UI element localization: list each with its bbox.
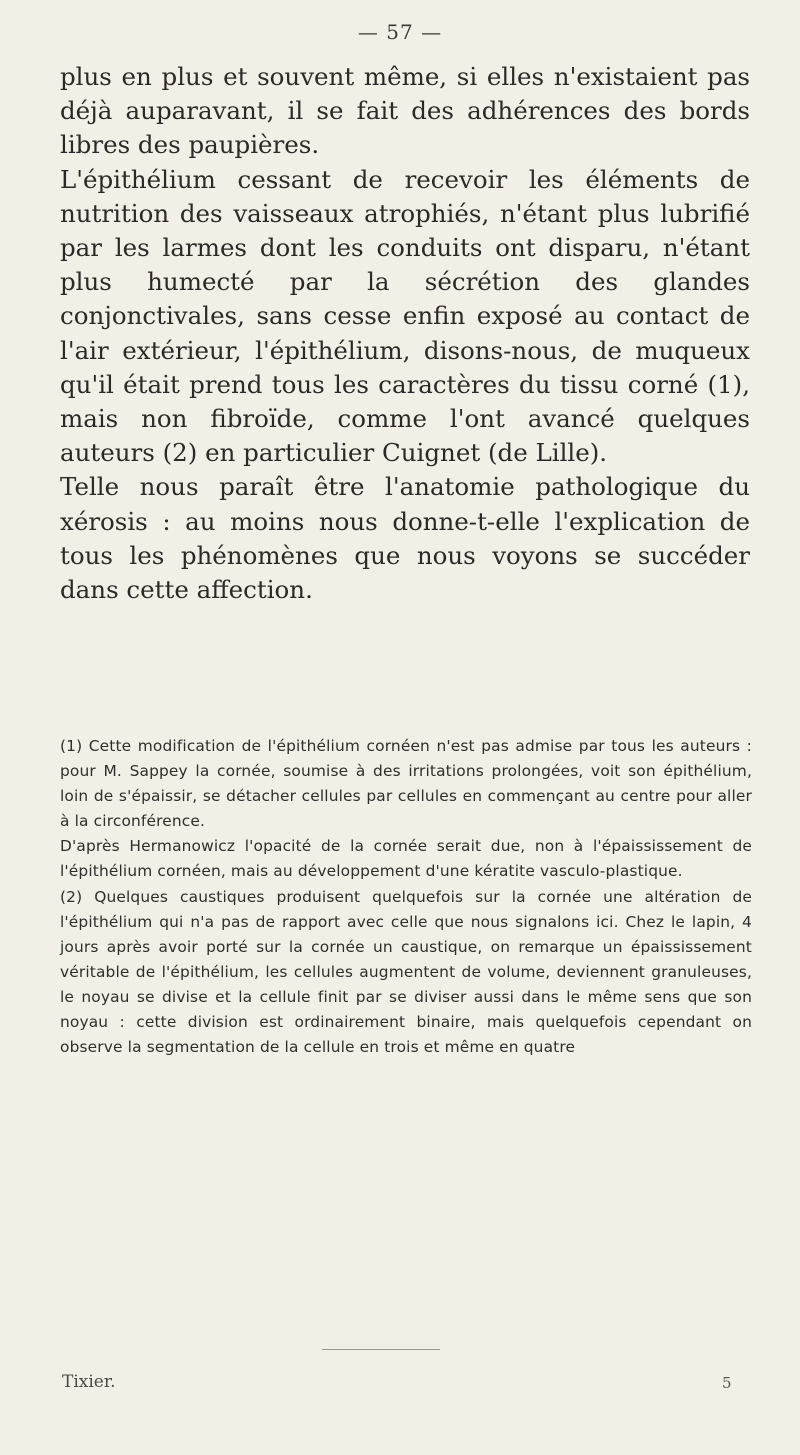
sheet-number: 5 xyxy=(722,1374,732,1392)
footnote-end-rule xyxy=(322,1349,440,1350)
paragraph-epithelium: L'épithélium cessant de recevoir les éléments de nutrition des vaisseaux atrophiés, n'étant plus lubrifié par les larmes dont les conduits ont disparu, n'étant plus humecté par la sécrétion des glandes conjonctivales, sans cesse enfin exposé au contact de l'air extérieur, l'épithélium, disons-nous, de muqueux qu'il était prend tous les caractères du tissu corné (1), mais non fibroïde, comme l'ont avancé quelques auteurs (2) en particulier Cuignet (de Lille). xyxy=(60,164,750,468)
paragraph-conclusion: Telle nous paraît être l'anatomie pathologique du xérosis : au moins nous donne-t-elle l'explication de tous les phénomènes que nous voyons se succéder dans cette affection. xyxy=(60,472,750,605)
footnotes xyxy=(60,734,752,1060)
paragraph-continuation: plus en plus et souvent même, si elles n'existaient pas déjà auparavant, il se fait des adhérences des bords libres des paupières. xyxy=(60,62,750,160)
main-text xyxy=(60,60,750,607)
printer-signature: Tixier. xyxy=(62,1372,116,1392)
footnote-2: (2) Quelques caustiques produisent quelquefois sur la cornée une altération de l'épithélium qui n'a pas de rapport avec celle que nous signalons ici. Chez le lapin, 4 jours après avoir porté sur la cornée un caustique, on remarque un épaississement véritable de l'épithélium, les cellules augmentent de volume, deviennent granuleuses, le noyau se divise et la cellule finit par se diviser aussi dans le même sens que son noyau : cette division est ordinairement binaire, mais quelquefois cependant on observe la segmentation de la cellule en trois et même en quatre xyxy=(60,887,752,1057)
page-number-header: — 57 — xyxy=(357,20,443,44)
footnote-1: (1) Cette modification de l'épithélium cornéen n'est pas admise par tous les auteurs : pour M. Sappey la cornée, soumise à des irritations prolongées, voit son épithélium, loin de s'épaissir, se détacher cellules par cellules en commençant au centre pour aller à la circonférence. xyxy=(60,737,752,831)
footnote-1-continued: D'après Hermanowicz l'opacité de la cornée serait due, non à l'épaississement de l'épithélium cornéen, mais au développement d'une kératite vasculo-plastique. xyxy=(60,837,752,881)
